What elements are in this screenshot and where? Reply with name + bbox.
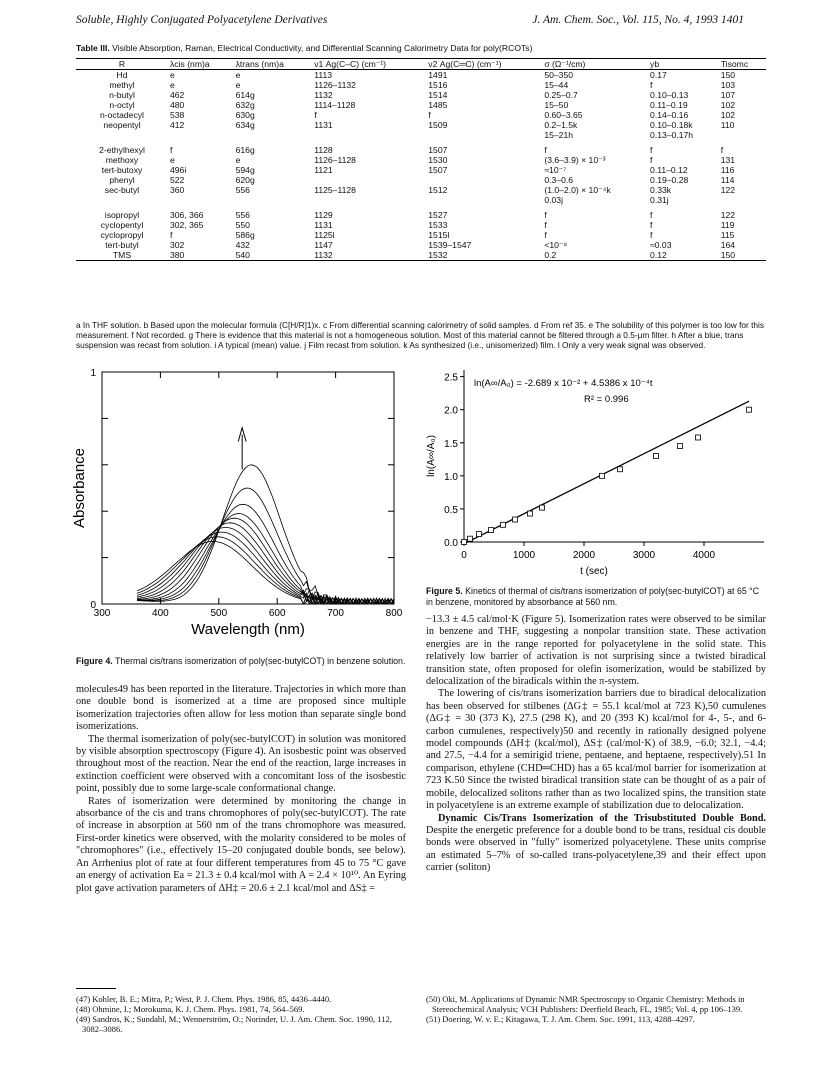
table-cell: 1485 [428, 100, 448, 110]
table-cell: 380 [168, 250, 234, 261]
table-cell: 116 [720, 165, 735, 175]
table-cell: 107 [720, 90, 736, 100]
table-cell [312, 175, 426, 185]
table-cell: e [170, 70, 175, 80]
column-header: yb [648, 59, 719, 70]
table-cell: 122 [720, 210, 736, 220]
table-cell: 620g [235, 175, 255, 185]
table-cell: f [650, 80, 653, 90]
table-cell: cyclopropyl [100, 230, 144, 240]
x-tick-label: 500 [210, 608, 228, 619]
x-tick-label: 3000 [632, 550, 656, 561]
table-cell: 496i [170, 165, 187, 175]
table-cell: 1527 [428, 210, 448, 220]
table-cell: 1126–1132 [314, 80, 356, 90]
table-caption [76, 43, 776, 53]
table-cell: 306, 366 [170, 210, 204, 220]
table-cell: 1530 [428, 155, 448, 165]
table-cell: 0.2 [542, 250, 648, 261]
fit-r-squared: R² = 0.996 [584, 394, 629, 405]
table-row [76, 230, 766, 240]
table-cell: 1121 [314, 165, 333, 175]
table-cell: f [314, 110, 317, 120]
table-cell: 302, 365 [170, 220, 204, 230]
y-tick-label: 1 [90, 368, 96, 379]
paragraph: The lowering of cis/trans isomerization barriers due to biradical delocalization has been observed for stilbenes (ΔG‡ = 55.1 kcal/mol at 723 K),50 cumulenes (ΔG‡ = 30 (373 K), 27.5 (298 K), and 20 (393 K) kcal/mol for 4-, 5-, and 6-carbon cumulenes, respectively)50 and recently in rationally designed polyene model compounds (ΔH‡ (kcal/mol), ΔS‡ (cal/mol·K) of 38.9, −6.0; 32.1, −4.4; and 27.5, −4.4 for a semirigid triene, pentaene, and heptaene, respectively).51 In comparison, ethylene (CHD═CHD) has a 65 kcal/mol barrier for isomerization at 723 K.50 Since the twisted biradical transition state can be thought of as a pair of mobile, delocalized solitons rather than as two localized spins, the transition state in polyacetylene is an extreme example of stabilization due to delocalization. [426, 688, 766, 812]
x-tick-label: 4000 [692, 550, 716, 561]
table-cell: 1128 [314, 145, 333, 155]
spectrum-line [137, 465, 394, 604]
table-cell: 102 [720, 110, 736, 120]
reference: (49) Sandros, K.; Sundahl, M.; Wennerström, O.; Norinder, U. J. Am. Chem. Soc. 1990, 112, 3082–3086. [76, 1014, 392, 1034]
table-cell: ≈10⁻⁷ [544, 165, 567, 175]
table-caption-text: Visible Absorption, Raman, Electrical Conductivity, and Differential Scanning Calorimetry Data for poly(RCOTs) [112, 43, 533, 53]
references-left [76, 994, 406, 1034]
table-cell: e [170, 155, 175, 165]
table-cell: 0.11–0.19 [650, 100, 688, 110]
table-cell: 1125–1128 [314, 185, 356, 195]
table-cell: 1131 [314, 220, 333, 230]
table-cell: 540 [234, 250, 313, 261]
table-cell: f [544, 230, 547, 240]
table-cell: 550 [235, 220, 250, 230]
table-cell [426, 130, 542, 140]
table-cell [426, 195, 542, 205]
table-cell: 586g [235, 230, 255, 240]
table-cell: f [544, 220, 547, 230]
table-row [76, 130, 766, 140]
table-row [76, 175, 766, 185]
figure-4-text: Thermal cis/trans isomerization of poly(sec-butylCOT) in benzene solution. [114, 656, 406, 666]
paragraph: −13.3 ± 4.5 cal/mol·K (Figure 5). Isomerization rates were observed to be similar in benzene and THF, suggesting a nonpolar transition state. These activation energies are in the range reported for polyacetylene in the solid state. This relatively low barrier of activation is not surprising since a twisted biradical transition state, often proposed for olefin isomerization, would be stabilized by delocalization of the biradicals within the π-system. [426, 614, 766, 688]
table-cell: 0.10–0.18k [650, 120, 693, 130]
y-tick-label: 2.0 [444, 405, 458, 417]
table-cell: 1539–1547 [428, 240, 472, 250]
table-cell: 556 [235, 185, 250, 195]
table-cell: f [650, 155, 653, 165]
table-cell: 614g [235, 90, 255, 100]
table-cell: methyl [109, 80, 135, 90]
table-cell: 1126–1128 [314, 155, 356, 165]
table-cell: 114 [720, 175, 735, 185]
table-cell [719, 195, 766, 205]
x-tick-label: 0 [461, 550, 467, 561]
table-cell: phenyl [109, 175, 135, 185]
x-tick-label: 400 [152, 608, 169, 619]
table-cell: n-octyl [109, 100, 135, 110]
column-header: Tisomc [719, 59, 766, 70]
table-cell: 0.3–0.6 [544, 175, 574, 185]
column-header: R [76, 59, 168, 70]
table-cell: 1516 [428, 80, 448, 90]
table-cell: 0.12 [648, 250, 719, 261]
table-cell [312, 130, 426, 140]
table-cell: isopropyl [104, 210, 140, 220]
table-cell: 1507 [428, 145, 448, 155]
table-row [76, 240, 766, 250]
table-cell: 522 [170, 175, 185, 185]
table-row [76, 185, 766, 195]
table-cell: 0.25–0.7 [544, 90, 578, 100]
data-point [528, 511, 533, 516]
spectrum-line [137, 541, 394, 604]
data-point [747, 407, 752, 412]
table-header-row [76, 59, 766, 70]
data-point [600, 473, 605, 478]
table-cell: tert-butyl [105, 240, 139, 250]
section-heading: Dynamic Cis/Trans Isomerization of the Trisubstituted Double Bond. [438, 812, 766, 824]
table-cell [234, 195, 313, 205]
table-cell [76, 130, 168, 140]
y-tick-label: 0.0 [444, 538, 458, 549]
x-axis-label: t (sec) [580, 566, 608, 577]
table-cell: TMS [76, 250, 168, 261]
table-cell: 0.13–0.17h [650, 130, 694, 140]
table-cell: 0.03j [544, 195, 563, 205]
footnote-rule [76, 988, 116, 989]
x-tick-label: 2000 [572, 550, 596, 561]
table-cell: 0.60–3.65 [544, 110, 583, 120]
figure-5-caption [426, 586, 766, 608]
table-cell [168, 130, 234, 140]
data-point [678, 444, 683, 449]
table-cell: 103 [720, 80, 736, 90]
table-row [76, 205, 766, 220]
table-cell: 462 [170, 90, 185, 100]
running-head-journal: J. Am. Chem. Soc., Vol. 115, No. 4, 1993 1401 [532, 14, 744, 26]
table-cell: e [170, 80, 175, 90]
table-cell: 0.19–0.28 [650, 175, 689, 185]
data-point [618, 467, 623, 472]
table-cell: 634g [235, 120, 255, 130]
table-cell: e [235, 80, 241, 90]
table-cell: <10⁻⁸ [544, 240, 568, 250]
table-cell [719, 130, 766, 140]
column-header: λcis (nm)a [168, 59, 234, 70]
figure-5-label: Figure 5. [426, 586, 463, 596]
table-caption-label: Table III. [76, 43, 110, 53]
left-column-text [76, 684, 406, 895]
table-cell: 1125l [314, 230, 335, 240]
table-cell: e [235, 70, 241, 80]
table-cell [312, 195, 426, 205]
table-cell: e [235, 155, 241, 165]
spectrum-line [137, 488, 394, 604]
table-cell: 432 [235, 240, 250, 250]
table-cell: (1.0–2.0) × 10⁻⁴k [544, 185, 611, 195]
column-header: λtrans (nm)a [234, 59, 313, 70]
table-cell: Hd [116, 70, 128, 80]
running-head-title: Soluble, Highly Conjugated Polyacetylene Derivatives [76, 14, 328, 26]
figure-4-chart [70, 364, 403, 654]
table-cell: 1132 [312, 250, 426, 261]
right-column-text [426, 614, 766, 875]
data-point [501, 522, 506, 527]
table-cell: 1113 [314, 70, 333, 80]
x-tick-label: 300 [93, 608, 111, 619]
y-tick-label: 0 [90, 600, 96, 611]
table-cell: f [650, 210, 653, 220]
figure-5-text: Kinetics of thermal of cis/trans isomerization of poly(sec-butylCOT) at 65 °C in benzene, monitored by absorbance at 560 nm. [426, 586, 760, 607]
data-point [462, 540, 467, 545]
table-cell: 131 [720, 155, 736, 165]
y-axis-label: Absorbance [71, 447, 88, 529]
table-cell: 616g [235, 145, 255, 155]
table-cell: methoxy [105, 155, 139, 165]
reference: (47) Kohler, B. E.; Mitra, P.; West, P. J. Chem. Phys. 1986, 85, 4436–4440. [76, 994, 332, 1004]
table-cell: 538 [170, 110, 185, 120]
table-row [76, 165, 766, 175]
spectrum-line [137, 518, 394, 604]
paragraph: molecules49 has been reported in the literature. Trajectories in which more than one double bond is isomerized at a time are proposed since multiple isomerization trajectories often allow for less motion than separate single bond isomerizations. [76, 684, 406, 733]
table-cell: 110 [720, 120, 735, 130]
table-cell: 1114–1128 [314, 100, 356, 110]
table-cell: 1507 [428, 165, 448, 175]
table-cell: 1509 [428, 120, 448, 130]
table-cell: 119 [720, 220, 735, 230]
figure-4-label: Figure 4. [76, 656, 113, 666]
spectrum-line [137, 504, 394, 604]
table-row [76, 195, 766, 205]
table-cell: 0.31j [650, 195, 669, 205]
x-tick-label: 1000 [512, 550, 536, 561]
table-cell [76, 195, 168, 205]
table-cell: f [544, 210, 547, 220]
column-header: ν1 Ag(C–C) (cm⁻¹) [312, 59, 426, 70]
data-point [513, 517, 518, 522]
table-cell: 0.17 [650, 70, 667, 80]
y-tick-label: 1.0 [444, 471, 458, 483]
table-row [76, 120, 766, 130]
data-point [468, 536, 473, 541]
table-footnote: a In THF solution. b Based upon the molecular formula (C[H/R]1)x. c From differential scanning calorimetry of solid samples. d From ref 35. e The solubility of this polymer is too low for this measurement. f Not recorded. g There is evidence that this material is not a homogeneous solution. Most of this material cannot be filtered through a 0.5-μm filter. h After a blue, trans suspension was recast from solution. i A typical (mean) value. j Film recast from solution. k As synthesized (i.e., unisomerized) film. l Only a very weak signal was observed. [76, 320, 765, 350]
references-right [426, 994, 766, 1024]
figure-4-caption [76, 656, 406, 667]
table-cell [234, 130, 313, 140]
table-cell: 15–44 [544, 80, 569, 90]
column-header: σ (Ω⁻¹/cm) [542, 59, 648, 70]
table-cell: 1491 [428, 70, 448, 80]
table-cell: 480 [170, 100, 185, 110]
fit-line [464, 401, 749, 544]
figure-5-chart [420, 364, 770, 584]
table-cell: 150 [720, 70, 736, 80]
data-point [696, 435, 701, 440]
table-cell: f [650, 220, 653, 230]
table-cell: f [170, 230, 173, 240]
table-cell: (3.6–3.9) × 10⁻³ [544, 155, 606, 165]
paragraph-text: Despite the energetic preference for a double bond to be trans, residual cis double bonds were observed in "fully" isomerized polyacetylene. These units comprise an estimated 5–7% of so-called trans-polyacetylene,39 and their effect upon carrier (soliton) [426, 824, 766, 874]
spectrum-line [137, 528, 394, 605]
table-row [76, 100, 766, 110]
table-cell: 164 [720, 240, 736, 250]
table-cell [168, 195, 234, 205]
table-cell: n-butyl [109, 90, 135, 100]
table-cell: 302 [170, 240, 185, 250]
data-table [76, 58, 766, 261]
table-cell: 15–50 [544, 100, 569, 110]
table-row [76, 220, 766, 230]
table-cell: 0.14–0.16 [650, 110, 689, 120]
table-cell: f [650, 230, 653, 240]
table-cell: f [544, 145, 547, 155]
table-cell: 15–21h [544, 130, 574, 140]
table-cell: 1512 [428, 185, 448, 195]
y-tick-label: 2.5 [444, 372, 458, 384]
table-cell: n-octadecyl [100, 110, 144, 120]
table-cell: 630g [235, 110, 255, 120]
table-cell [426, 175, 542, 185]
x-tick-label: 700 [327, 608, 344, 619]
data-point [477, 532, 482, 537]
x-tick-label: 800 [385, 608, 403, 619]
table-row [76, 110, 766, 120]
table-row [76, 70, 766, 81]
fit-equation: ln(A∞/A₀) = -2.689 x 10⁻² + 4.5386 x 10⁻⁴t [474, 378, 653, 389]
table-cell: neopentyl [103, 120, 141, 130]
table-cell: 2-ethylhexyl [99, 145, 145, 155]
table-cell: 594g [235, 165, 255, 175]
table-row [76, 155, 766, 165]
table-cell: ≈0.03 [650, 240, 672, 250]
table-row [76, 140, 766, 155]
y-axis-label: ln(A∞/A₀) [426, 435, 437, 477]
table-cell: 632g [235, 100, 255, 110]
table-cell: 0.2–1.5k [544, 120, 578, 130]
table-cell: 150 [719, 250, 766, 261]
table-cell: cyclopentyl [100, 220, 144, 230]
table-cell: 0.10–0.13 [650, 90, 689, 100]
reference: (50) Oki, M. Applications of Dynamic NMR Spectroscopy to Organic Chemistry: Methods in Stereochemical Analysis; VCH Publishers: Deerfield Beach, FL, 1985; Vol. 4, pp 106–139. [426, 994, 745, 1014]
data-point [654, 454, 659, 459]
data-point [540, 505, 545, 510]
table-cell: 0.11–0.12 [650, 165, 688, 175]
table-cell: 1129 [314, 210, 333, 220]
column-header: ν2 Ag(C═C) (cm⁻¹) [426, 59, 542, 70]
paragraph: The thermal isomerization of poly(sec-butylCOT) in solution was monitored by visible absorption spectroscopy (Figure 4). An isosbestic point was observed throughout most of the reaction. Near the end of the reaction, large increases in extinction coefficient were observed with a concomitant loss of the isosbestic point, possibly due to some large-scale conformational change. [76, 733, 406, 795]
reference: (51) Doering, W. v. E.; Kitagawa, T. J. Am. Chem. Soc. 1991, 113, 4288–4297. [426, 1014, 695, 1024]
table-row [76, 250, 766, 261]
paragraph [426, 813, 766, 875]
table-cell: 1132 [314, 90, 333, 100]
table-cell: 412 [170, 120, 185, 130]
table-cell: 115 [720, 230, 735, 240]
table-cell: 360 [170, 185, 185, 195]
table-body [76, 70, 766, 261]
table-cell: 0.33k [650, 185, 672, 195]
table-cell: 1147 [314, 240, 333, 250]
table-cell: f [170, 145, 173, 155]
table-cell: f [650, 145, 653, 155]
reference: (48) Ohmine, I.; Morokuma, K. J. Chem. Phys. 1981, 74, 564–569. [76, 1004, 305, 1014]
table-cell: 1533 [428, 220, 448, 230]
data-point [489, 528, 494, 533]
y-tick-label: 0.5 [444, 504, 458, 516]
x-tick-label: 600 [268, 608, 286, 619]
table-cell: 1514 [428, 90, 448, 100]
table-row [76, 80, 766, 90]
table-cell: sec-butyl [104, 185, 140, 195]
table-cell: tert-butoxy [101, 165, 143, 175]
table-cell: 1131 [314, 120, 333, 130]
paragraph: Rates of isomerization were determined by monitoring the change in absorbance of the cis and trans chromophores of poly(sec-butylCOT). The rate of increase in absorption at 560 nm of the trans chromophore was measured. First-order kinetics were observed, with the molarity considered to be moles of "chromophores" (i.e., effectively 15–20 conjugated double bonds, see below). An Arrhenius plot of rate at four different temperatures from 45 to 75 °C gave an energy of activation Ea = 21.3 ± 0.4 kcal/mol with A = 2.4 × 10¹⁰. An Eyring plot gave activation parameters of ΔH‡ = 20.6 ± 2.1 kcal/mol and ΔS‡ = [76, 795, 406, 894]
table-cell: 556 [235, 210, 250, 220]
table-row [76, 90, 766, 100]
table-cell: 1532 [426, 250, 542, 261]
table-cell: 122 [720, 185, 736, 195]
table-cell: f [720, 145, 724, 155]
table-cell: 102 [720, 100, 736, 110]
y-tick-label: 1.5 [444, 438, 458, 450]
x-axis-label: Wavelength (nm) [191, 621, 305, 638]
table-cell: f [428, 110, 431, 120]
table-cell: 1515l [428, 230, 450, 240]
table-cell: 50–350 [544, 70, 574, 80]
